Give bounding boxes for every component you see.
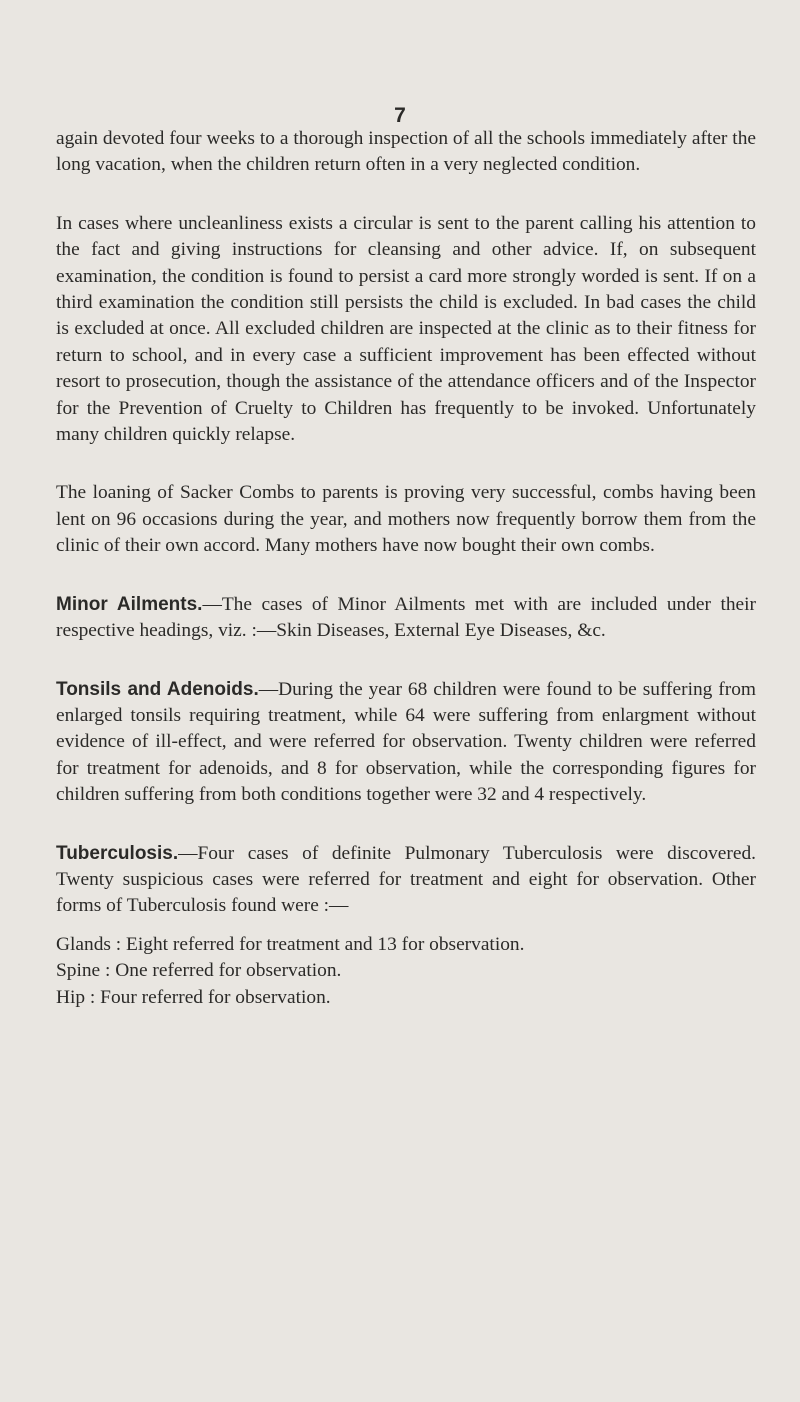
page-number: 7 — [394, 104, 406, 127]
list-item: Hip : Four referred for observation. — [56, 986, 331, 1008]
section-tuberculosis — [56, 841, 756, 920]
paragraph-inspection: again devoted four weeks to a thorough inspection of all the schools immediately after the long vacation, when the children return often in a very neglected condition. — [56, 128, 756, 176]
minor-ailments-heading: Minor Ailments. — [56, 593, 203, 615]
section-minor-ailments — [56, 592, 756, 645]
tuberculosis-forms-list — [56, 932, 756, 1011]
paragraph-uncleanliness: In cases where uncleanliness exists a circular is sent to the parent calling his attention to the fact and giving instructions for cleansing and other advice. If, on subsequent examination, the condition is found to persist a card more strongly worded is sent. If on a third examination the condition still persists the child is excluded. In bad cases the child is excluded at once. All excluded children are inspected at the clinic as to their fitness for return to school, and in every case a sufficient improvement has been effected without resort to prosecution, though the assistance of the attendance officers and of the Inspector for the Prevention of Cruelty to Children has frequently to be invoked. Unfortunately many children quickly relapse. — [56, 212, 756, 446]
tonsils-text: —During the year 68 children were found to be suffering from enlarged tonsils requiring treatment, while 64 were suffering from enlargment without evidence of ill-effect, and were referred for observation. Twenty children were referred for treatment for adenoids, and 8 for observation, while the corresponding figures for children suffering from both conditions together were 32 and 4 respectively. — [56, 678, 756, 806]
paragraph-sacker-combs: The loaning of Sacker Combs to parents is proving very successful, combs having been lent on 96 occasions during the year, and mothers now frequently borrow them from the clinic of their own accord. Many mothers have now bought their own combs. — [56, 482, 756, 557]
tonsils-heading: Tonsils and Adenoids. — [56, 678, 259, 700]
tuberculosis-heading: Tuberculosis. — [56, 842, 179, 864]
tuberculosis-text: —Four cases of definite Pulmonary Tuberculosis were discovered. Twenty suspicious cases were referred for treatment and eight for observation. Other forms of Tuberculosis found were :— — [56, 842, 756, 917]
section-tonsils-adenoids — [56, 677, 756, 809]
minor-ailments-text: —The cases of Minor Ailments met with are included under their respective headings, viz. :—Skin Diseases, External Eye Diseases, &c. — [56, 593, 756, 642]
page-body — [56, 126, 756, 1011]
list-item: Glands : Eight referred for treatment and 13 for observation. — [56, 933, 525, 955]
list-item: Spine : One referred for observation. — [56, 960, 342, 982]
